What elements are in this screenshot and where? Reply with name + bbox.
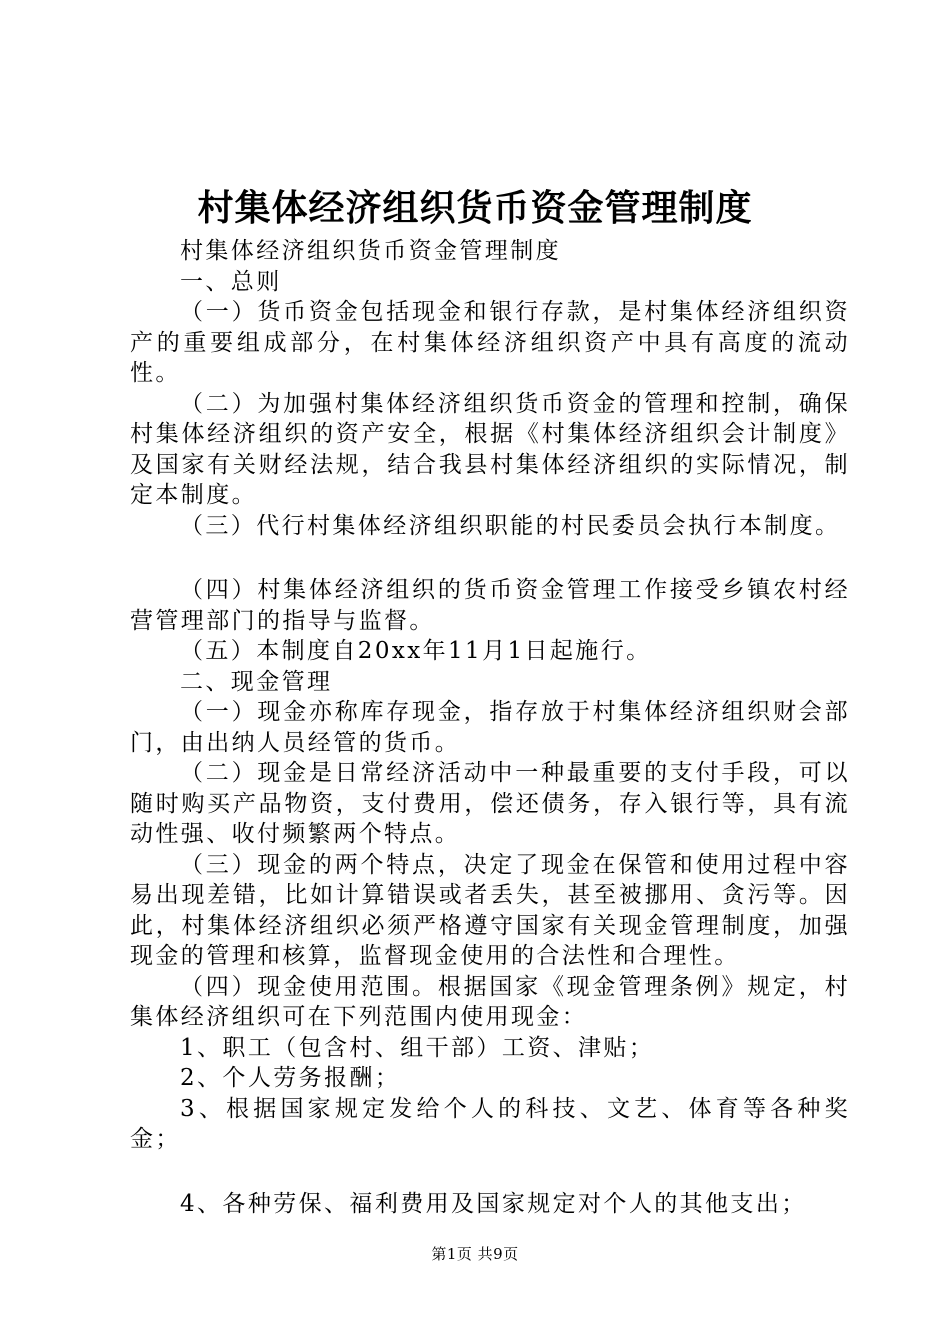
list-item: 4、各种劳保、福利费用及国家规定对个人的其他支出； [180,1190,807,1217]
page-footer: 第1页 共9页 [431,1245,519,1263]
paragraph: （五）本制度自20xx年11月1日起施行。 [180,638,652,664]
paragraph: （三）代行村集体经济组织职能的村民委员会执行本制度。 [180,512,841,539]
paragraph: （二）现金是日常经济活动中一种最重要的支付手段，可以随时购买产品物资，支付费用，偿还债务，存入银行等，具有流动性强、收付频繁两个特点。 [130,760,850,847]
section-heading-cash: 二、现金管理 [180,668,333,695]
paragraph: （一）现金亦称库存现金，指存放于村集体经济组织财会部门，由出纳人员经管的货币。 [130,699,850,756]
paragraph: （四）现金使用范围。根据国家《现金管理条例》规定，村集体经济组织可在下列范围内使用现金： [130,973,850,1030]
list-item: 3、根据国家规定发给个人的科技、文艺、体育等各种奖金； [130,1095,850,1152]
list-item: 1、职工（包含村、组干部）工资、津贴； [180,1034,655,1061]
document-body [130,236,850,1219]
document-title: 村集体经济组织货币资金管理制度 [197,188,753,229]
section-heading-general: 一、总则 [180,268,282,295]
paragraph-subtitle: 村集体经济组织货币资金管理制度 [180,238,561,264]
paragraph: （三）现金的两个特点，决定了现金在保管和使用过程中容易出现差错，比如计算错误或者丢失，甚至被挪用、贪污等。因此，村集体经济组织必须严格遵守国家有关现金管理制度，加强现金的管理和核算，监督现金使用的合法性和合理性。 [130,851,850,969]
paragraph: （四）村集体经济组织的货币资金管理工作接受乡镇农村经营管理部门的指导与监督。 [130,577,850,634]
list-item: 2、个人劳务报酬； [180,1065,401,1091]
paragraph: （二）为加强村集体经济组织货币资金的管理和控制，确保村集体经济组织的资产安全，根据《村集体经济组织会计制度》及国家有关财经法规，结合我县村集体经济组织的实际情况，制定本制度。 [130,390,850,508]
paragraph: （一）货币资金包括现金和银行存款，是村集体经济组织资产的重要组成部分，在村集体经济组织资产中具有高度的流动性。 [130,299,850,386]
